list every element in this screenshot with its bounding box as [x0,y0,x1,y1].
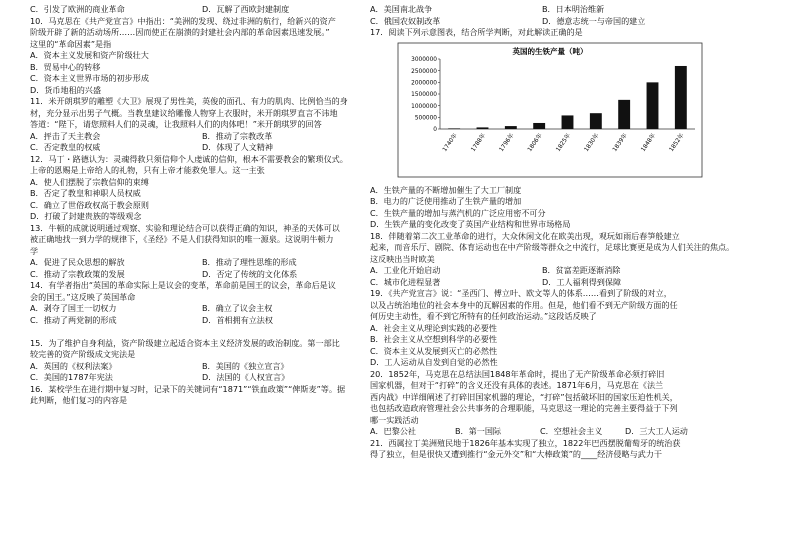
text-line: C．生铁产量的增加与蒸汽机的广泛应用密不可分 [370,207,546,218]
y-tick-label: 500000 [414,115,437,122]
option: B．推动了宗教改革 [202,130,273,141]
option: A．促进了民众思想的解放 [30,257,125,267]
option: D．三大工人运动 [625,426,688,436]
question-block-bottom [370,185,775,461]
text-line: 21．西属拉丁美洲殖民地于1826年基本实现了独立，1822年巴西摆脱葡萄牙的统治获 [370,437,681,448]
x-tick-label: 1830年 [583,132,601,153]
text-line: 19．《共产党宣言》说：“圣西门、傅立叶、欧文等人的体系……看到了阶级的对立， [370,288,672,298]
option: C．引发了欧洲的商业革命 [30,4,125,14]
bar [647,82,659,129]
text-line: D．工人运动从自发到自觉的必然性 [370,357,498,367]
text-line: 13．牛顿的成就说明通过观察、实验和理论结合可以获得正确的知识，神圣的天体可以 [30,222,340,233]
option: B．日本明治维新 [542,4,605,14]
spacer [30,326,382,338]
text-line: D．打破了封建贵族的等级观念 [30,211,142,221]
options-row [30,4,382,16]
option: A．美国南北战争 [370,4,433,14]
option: B．确立了议会主权 [202,303,273,313]
bar [505,126,517,129]
bar [618,99,630,128]
option: A．工业化开始启动 [370,265,441,275]
text-line: 阶级开辟了新的活动场所……因而使正在崩溃的封建社会内部的革命因素迅速发展。” [30,27,330,37]
text-line: A．资本主义发展和资产阶级壮大 [30,50,149,60]
y-tick-label: 2000000 [411,80,437,87]
option: B．美国的《独立宣言》 [202,360,289,371]
option: B．第一国际 [455,426,502,436]
text-line: 10．马克思在《共产党宣言》中指出：“美洲的发现、绕过非洲的航行，给新兴的资产 [30,15,336,26]
x-tick-label: 1839年 [612,132,629,153]
text-line: 17．阅读下列示意图表，结合所学判断，对此解读正确的是 [370,27,583,37]
option: D．体现了人文精神 [202,142,273,152]
x-tick-label: 1740年 [442,132,459,153]
text-line: 何历史主动性，看不到它所特有的任何政治运动。”这段话反映了 [370,311,597,321]
text-line: C．确立了世俗政权高于教会原则 [30,199,149,210]
text-line: 16．某校学生在进行期中复习时，记录下的关键词有“1871”“铁血政策”“俾斯麦”等。据 [30,383,346,394]
chart-canvas [380,41,710,181]
text-line: 此判断，他们复习的内容是 [30,395,128,405]
text-line: 得了独立，但是很快又遭到推行“金元外交”和“大棒政策”的____经济侵略与武力干 [370,449,662,459]
text-line: 11．米开朗琪罗的雕塑《大卫》展现了男性美，英俊的面孔、有力的肌肉、比例恰当的身 [30,96,348,106]
options-row [30,372,382,384]
text-line: 18．伴随着第二次工业革命的进行，大众休闲文化在欧美出现，观玩如雨后春笋般建立 [370,230,680,241]
text-line: A．使人们摆脱了宗教信仰的束缚 [30,176,149,187]
option: C．城市化进程显著 [370,276,441,287]
text-line: 12．马丁・路德认为：灵魂得救只须信仰个人虔诚的信仰，根本不需要教会的繁琐仪式。 [30,153,348,164]
text-line: C．资本主义世界市场的初步形成 [30,73,149,83]
text-line: 学 [30,245,39,256]
bar [562,115,574,129]
bar [448,128,460,129]
options-row [30,269,382,281]
x-tick-label: 1852年 [668,132,686,153]
question-block-top [370,4,775,39]
text-line: 被正确地找一到力学的规律下，《圣经》不是人们获得知识的唯一源泉。这说明牛顿力 [30,234,334,244]
options-row [370,265,775,277]
bar [533,122,545,128]
option: A．剥夺了国王一切权力 [30,303,117,313]
option: C．美国的1787年宪法 [30,372,113,382]
text-line: B．贸易中心的转移 [30,61,101,72]
text-line: B．电力的广泛使用推动了生铁产量的增加 [370,196,522,206]
y-tick-label: 1000000 [411,103,437,110]
options-row [370,16,775,28]
x-tick-label: 1788年 [470,132,488,153]
bar [590,113,602,129]
text-line: 答道：“陛下，请您照料人们的灵魂，让我照料人们的肉体吧！”米开朗琪罗的回答 [30,119,322,129]
options-row [370,277,775,289]
option: A．英国的《权利法案》 [30,360,117,371]
y-tick-label: 0 [433,126,437,133]
text-line: A．社会主义从理论到实践的必要性 [370,322,497,333]
x-tick-label: 1796年 [498,132,516,153]
option: B．推动了理性思维的形成 [202,257,297,267]
option: C．推动了宗教政策的发展 [30,268,125,279]
y-tick-label: 2500000 [411,68,437,75]
option: C．否定教皇的权威 [30,142,101,152]
option: D．首相拥有立法权 [202,314,273,325]
text-line: D．生铁产量的变化改变了英国产业结构和世界市场格局 [370,219,571,229]
text-line: D．货币地租的兴盛 [30,84,101,95]
x-tick-label: 1848年 [640,132,658,153]
options-row [30,303,382,315]
option: D．德意志统一与帝国的建立 [542,15,646,26]
text-line: 以及占统治地位的社会本身中的瓦解因素的作用。但是，他们看不到无产阶级方面的任 [370,299,678,310]
text-line: 20．1852年，马克思在总结法国1848年革命时，提出了无产阶级革命必须打碎旧 [370,368,665,379]
text-line: 材，充分显示出男子气概。当教皇建议给雕像人物穿上衣服时，米开朗琪罗直言不讳地 [30,107,338,118]
option: D．否定了传统的文化体系 [202,268,298,279]
y-tick-label: 1500000 [411,91,437,98]
options-row [30,315,382,327]
text-line: 14．有学者指出“英国的革命实际上是议会的变革，革命前是国王的议会，革命后是议 [30,280,336,290]
text-line: C．资本主义从发展到灭亡的必然性 [370,345,498,356]
text-line: B．社会主义从空想到科学的必要性 [370,334,497,344]
bar [477,127,489,129]
left-column [30,4,382,407]
text-line: 这反映出当时欧美 [370,253,435,264]
text-line: 国家机器，但对于“打碎”的含义还没有具体的表述。1871年6月，马克思在《法兰 [370,380,664,390]
text-line: 这里的“革命因素”是指 [30,38,112,49]
option: B．贫富差距逐渐消除 [542,265,621,275]
options-row [370,426,775,438]
option: C．推动了两党制的形成 [30,314,117,325]
options-row [30,361,382,373]
option: A．抨击了天主教会 [30,130,101,141]
text-line: 西内战》中详细阐述了打碎旧国家机器的理论，“打碎”包括破坏旧的国家压迫性机关， [370,391,678,402]
options-row [370,4,775,16]
options-row [30,142,382,154]
text-line: 也包括改造政府管理社会公共事务的合理职能，马克思这一理论的完善主要得益于下列 [370,403,678,413]
text-line: B．否定了教皇和神职人员权威 [30,188,141,198]
text-line: 起来，而音乐厅、剧院、体育运动也在中产阶级等群众之中流行，足球比赛更是成为人们关注的焦点。 [370,242,735,252]
option: C．俄国农奴制改革 [370,15,441,26]
y-tick-label: 3000000 [411,56,437,63]
text-line: 上帝的恩赐是上帝给人的礼物，只有上帝才能救免罪人。这一主张 [30,165,265,175]
bar [675,65,687,128]
text-line: 15．为了维护自身利益，资产阶级建立起适合资本主义经济发展的政治制度。第一部比 [30,337,340,348]
x-tick-label: 1825年 [555,132,573,153]
option: A．巴黎公社 [370,426,417,436]
options-row [30,131,382,143]
option: C．空想社会主义 [540,426,603,436]
x-tick-label: 1806年 [527,132,544,153]
text-line: 会的国王。”这反映了英国革命 [30,291,136,302]
right-column [370,4,775,461]
option: D．法国的《人权宣言》 [202,372,290,382]
text-line: 哪一实践活动 [370,414,419,425]
options-row [30,257,382,269]
iron-output-chart [380,41,710,181]
text-line: A．生铁产量的不断增加催生了大工厂制度 [370,184,522,195]
chart-title: 英国的生铁产量（吨） [512,46,588,56]
option: D．瓦解了西欧封建制度 [202,4,290,14]
option: D．工人福利得到保障 [542,276,622,287]
text-line: 较完善的资产阶级成文宪法是 [30,349,136,359]
